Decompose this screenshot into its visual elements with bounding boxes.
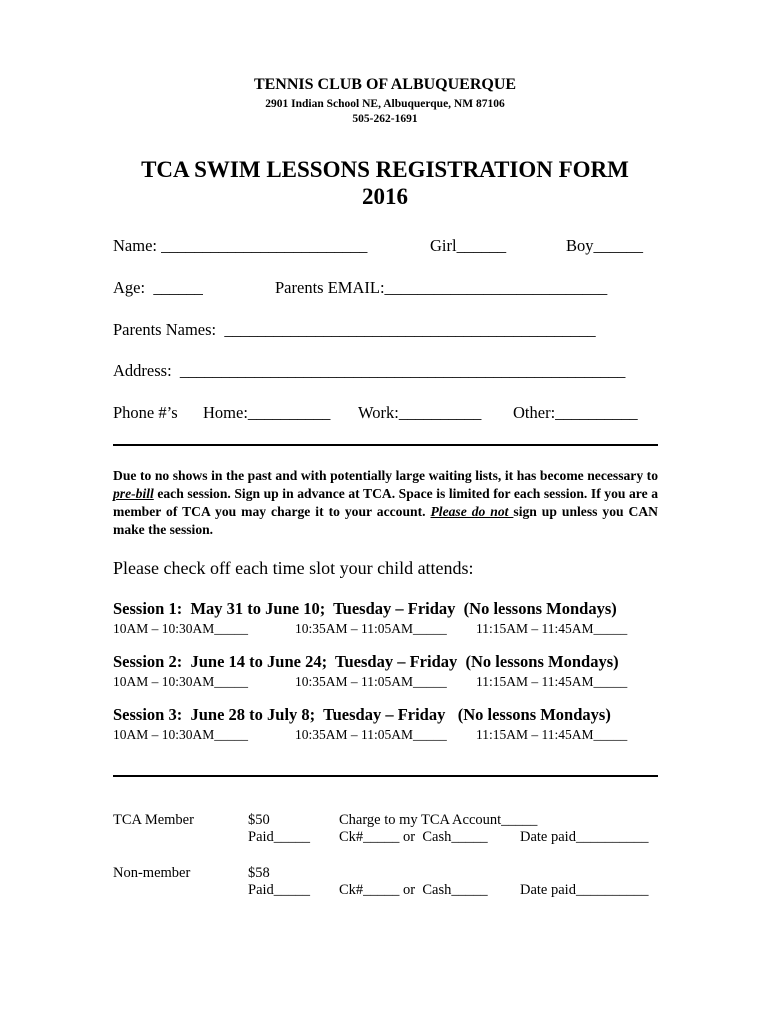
boy-field[interactable]: Boy______ [566, 236, 644, 255]
form-title: TCA SWIM LESSONS REGISTRATION FORM [141, 157, 629, 182]
member-label: TCA Member [113, 812, 194, 828]
session-2-slot-2[interactable]: 10:35AM – 11:05AM_____ [295, 674, 447, 689]
session-1-slot-2[interactable]: 10:35AM – 11:05AM_____ [295, 621, 447, 636]
member-paid-field[interactable]: Paid_____ [248, 829, 311, 845]
member-charge-field[interactable]: Charge to my TCA Account_____ [339, 812, 538, 828]
session-3-title: Session 3: June 28 to July 8; Tuesday – Friday (No lessons Mondays) [113, 705, 611, 724]
girl-field[interactable]: Girl______ [430, 236, 507, 255]
work-phone-field[interactable]: Work:__________ [358, 403, 482, 422]
notice-part1: Due to no shows in the past and with potentially large waiting lists, it has become necessary to [113, 468, 658, 483]
divider-bottom [113, 775, 658, 777]
nonmember-price: $58 [248, 865, 270, 881]
age-field[interactable]: Age: ______ [113, 278, 203, 297]
session-1-slot-1[interactable]: 10AM – 10:30AM_____ [113, 621, 249, 636]
address-field[interactable]: Address: ______________________________________________________ [113, 361, 626, 380]
nonmember-paid-field[interactable]: Paid_____ [248, 882, 311, 898]
member-date-paid-field[interactable]: Date paid__________ [520, 829, 649, 845]
prebill-notice [113, 467, 658, 539]
form-year: 2016 [362, 184, 408, 209]
club-phone: 505-262-1691 [352, 113, 418, 125]
notice-part2: each session. Sign up in advance at TCA. Space is limited for each session. If you are a member of TCA you may charge it to your account. [113, 486, 658, 519]
home-phone-field[interactable]: Home:__________ [203, 403, 331, 422]
parents-names-field[interactable]: Parents Names: _____________________________________________ [113, 320, 596, 339]
nonmember-ck-cash-field[interactable]: Ck#_____ or Cash_____ [339, 882, 488, 898]
session-1-title: Session 1: May 31 to June 10; Tuesday – Friday (No lessons Mondays) [113, 599, 617, 618]
nonmember-date-paid-field[interactable]: Date paid__________ [520, 882, 649, 898]
member-price: $50 [248, 812, 270, 828]
nonmember-label: Non-member [113, 865, 191, 881]
notice-please-do-not: Please do not [430, 504, 514, 519]
instruction-text: Please check off each time slot your child attends: [113, 558, 474, 578]
member-ck-cash-field[interactable]: Ck#_____ or Cash_____ [339, 829, 488, 845]
session-3-slot-3[interactable]: 11:15AM – 11:45AM_____ [476, 727, 628, 742]
session-2-slot-3[interactable]: 11:15AM – 11:45AM_____ [476, 674, 628, 689]
name-field[interactable]: Name: _________________________ [113, 236, 368, 255]
session-2-title: Session 2: June 14 to June 24; Tuesday – Friday (No lessons Mondays) [113, 652, 619, 671]
club-name: TENNIS CLUB OF ALBUQUERQUE [253, 76, 517, 93]
parents-email-field[interactable]: Parents EMAIL:___________________________ [275, 278, 608, 297]
notice-prebill: pre-bill [113, 486, 154, 501]
divider-top [113, 444, 658, 446]
other-phone-field[interactable]: Other:__________ [513, 403, 638, 422]
session-2-slot-1[interactable]: 10AM – 10:30AM_____ [113, 674, 249, 689]
session-1-slot-3[interactable]: 11:15AM – 11:45AM_____ [476, 621, 628, 636]
notice-part3: sign up unless you CAN make the session. [113, 504, 658, 537]
session-3-slot-1[interactable]: 10AM – 10:30AM_____ [113, 727, 249, 742]
phone-label: Phone #’s [113, 403, 178, 422]
club-address: 2901 Indian School NE, Albuquerque, NM 87106 [265, 98, 505, 110]
session-3-slot-2[interactable]: 10:35AM – 11:05AM_____ [295, 727, 447, 742]
